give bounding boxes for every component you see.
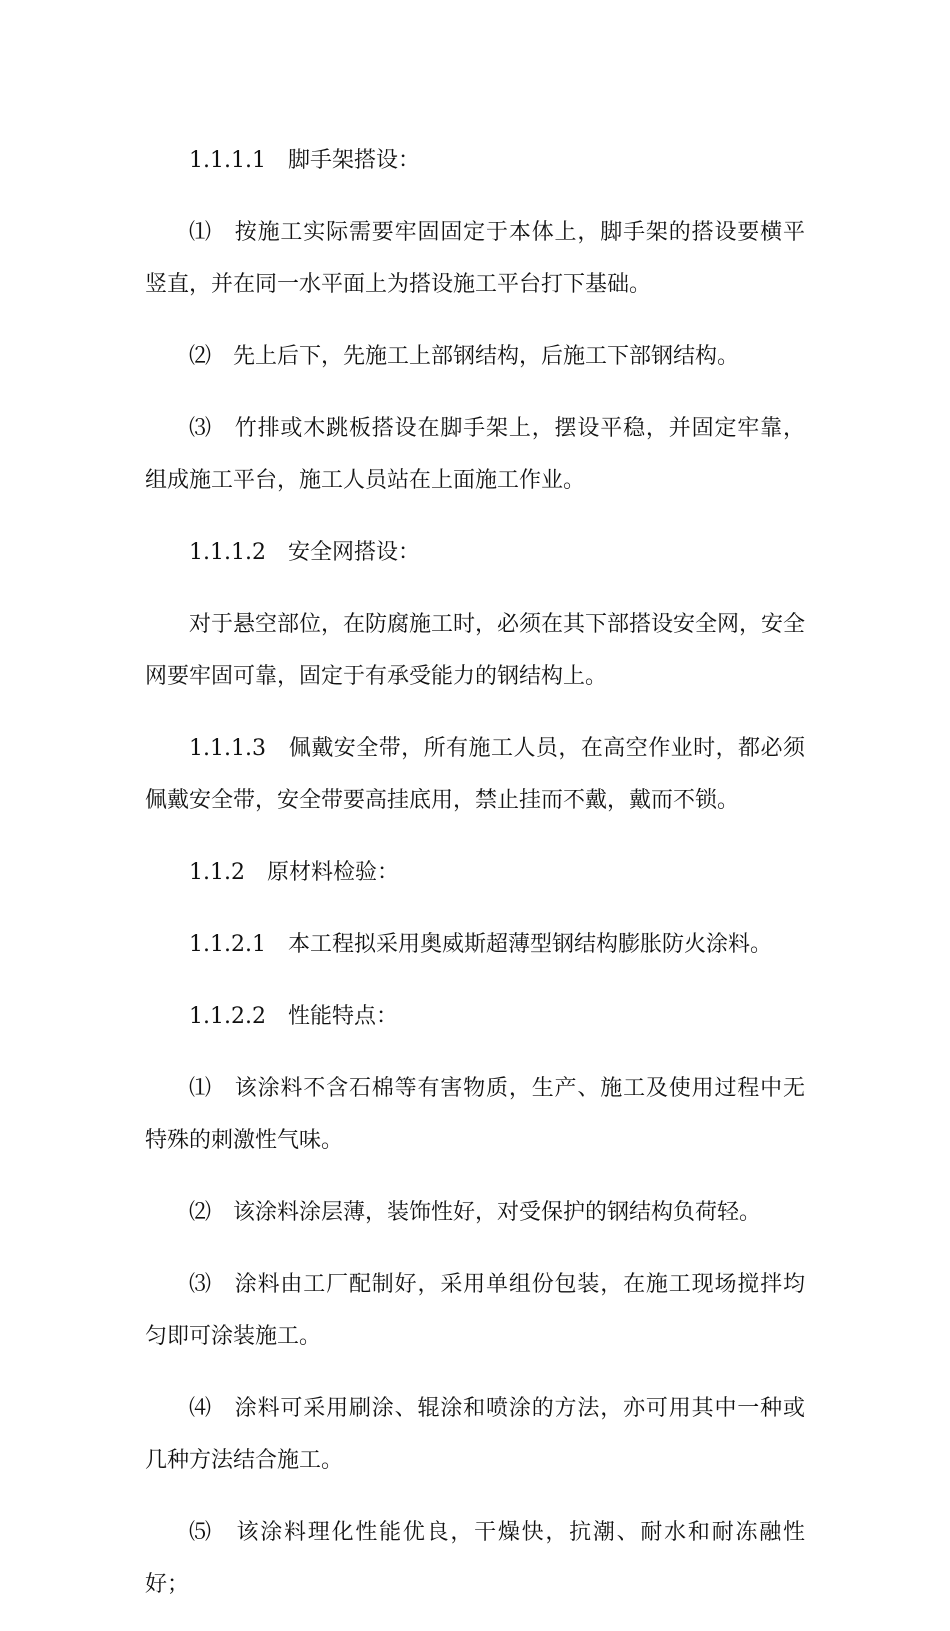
paragraph-heading-1-1-2-2 bbox=[145, 991, 805, 1043]
list-item bbox=[145, 1187, 805, 1239]
paragraph-text: 涂料由工厂配制好，采用单组份包装，在施工现场搅拌均匀即可涂装施工。 bbox=[145, 1272, 805, 1349]
list-marker: ⑶ bbox=[189, 1272, 212, 1297]
section-number: 1.1.1.2 bbox=[189, 540, 266, 565]
paragraph-text: 先上后下，先施工上部钢结构，后施工下部钢结构。 bbox=[233, 344, 740, 369]
paragraph-text: 本工程拟采用奥威斯超薄型钢结构膨胀防火涂料。 bbox=[287, 932, 772, 957]
paragraph-text: 涂料可采用刷涂、辊涂和喷涂的方法，亦可用其中一种或几种方法结合施工。 bbox=[145, 1396, 805, 1473]
body-paragraph bbox=[145, 599, 805, 703]
list-item bbox=[145, 331, 805, 383]
list-marker: ⑷ bbox=[189, 1396, 212, 1421]
paragraph-text: 对于悬空部位，在防腐施工时，必须在其下部搭设安全网，安全网要牢固可靠，固定于有承受能力的钢结构上。 bbox=[145, 612, 806, 689]
list-marker: ⑵ bbox=[189, 344, 212, 369]
paragraph-text: 该涂料不含石棉等有害物质，生产、施工及使用过程中无特殊的刺激性气味。 bbox=[145, 1076, 805, 1153]
paragraph-text: 佩戴安全带，所有施工人员，在高空作业时，都必须佩戴安全带，安全带要高挂底用，禁止挂而不戴，戴而不锁。 bbox=[145, 736, 805, 813]
list-item bbox=[145, 1063, 805, 1167]
paragraph-heading-1-1-2-1 bbox=[145, 919, 805, 971]
paragraph-heading-1-1-1-2 bbox=[145, 527, 805, 579]
list-marker: ⑸ bbox=[189, 1520, 213, 1545]
paragraph-text: 该涂料涂层薄，装饰性好，对受保护的钢结构负荷轻。 bbox=[233, 1200, 762, 1225]
list-item bbox=[145, 1259, 805, 1363]
document-body bbox=[145, 135, 805, 1631]
list-item bbox=[145, 1507, 805, 1611]
section-number: 1.1.2.2 bbox=[189, 1004, 266, 1029]
list-marker: ⑴ bbox=[189, 220, 212, 245]
list-item bbox=[145, 403, 805, 507]
section-number: 1.1.1.3 bbox=[189, 736, 266, 761]
list-marker: ⑵ bbox=[189, 1200, 212, 1225]
paragraph-heading-1-1-2 bbox=[145, 847, 805, 899]
paragraph-heading-1-1-1-3 bbox=[145, 723, 805, 827]
paragraph-text: 按施工实际需要牢固固定于本体上，脚手架的搭设要横平竖直，并在同一水平面上为搭设施工平台打下基础。 bbox=[145, 220, 805, 297]
section-number: 1.1.1.1 bbox=[189, 148, 266, 173]
list-item bbox=[145, 207, 805, 311]
section-number: 1.1.2 bbox=[189, 860, 245, 885]
list-marker: ⑶ bbox=[189, 416, 212, 441]
paragraph-text: 该涂料理化性能优良，干燥快，抗潮、耐水和耐冻融性好； bbox=[145, 1520, 805, 1597]
paragraph-text: 脚手架搭设： bbox=[287, 148, 420, 173]
list-marker: ⑴ bbox=[189, 1076, 212, 1101]
paragraph-text: 安全网搭设： bbox=[287, 540, 420, 565]
paragraph-text: 原材料检验： bbox=[267, 860, 400, 885]
paragraph-text: 性能特点： bbox=[287, 1004, 398, 1029]
section-number: 1.1.2.1 bbox=[189, 932, 266, 957]
paragraph-text: 竹排或木跳板搭设在脚手架上，摆设平稳，并固定牢靠，组成施工平台，施工人员站在上面施工作业。 bbox=[145, 416, 805, 493]
paragraph-heading-1-1-1-1 bbox=[145, 135, 805, 187]
list-item bbox=[145, 1383, 805, 1487]
